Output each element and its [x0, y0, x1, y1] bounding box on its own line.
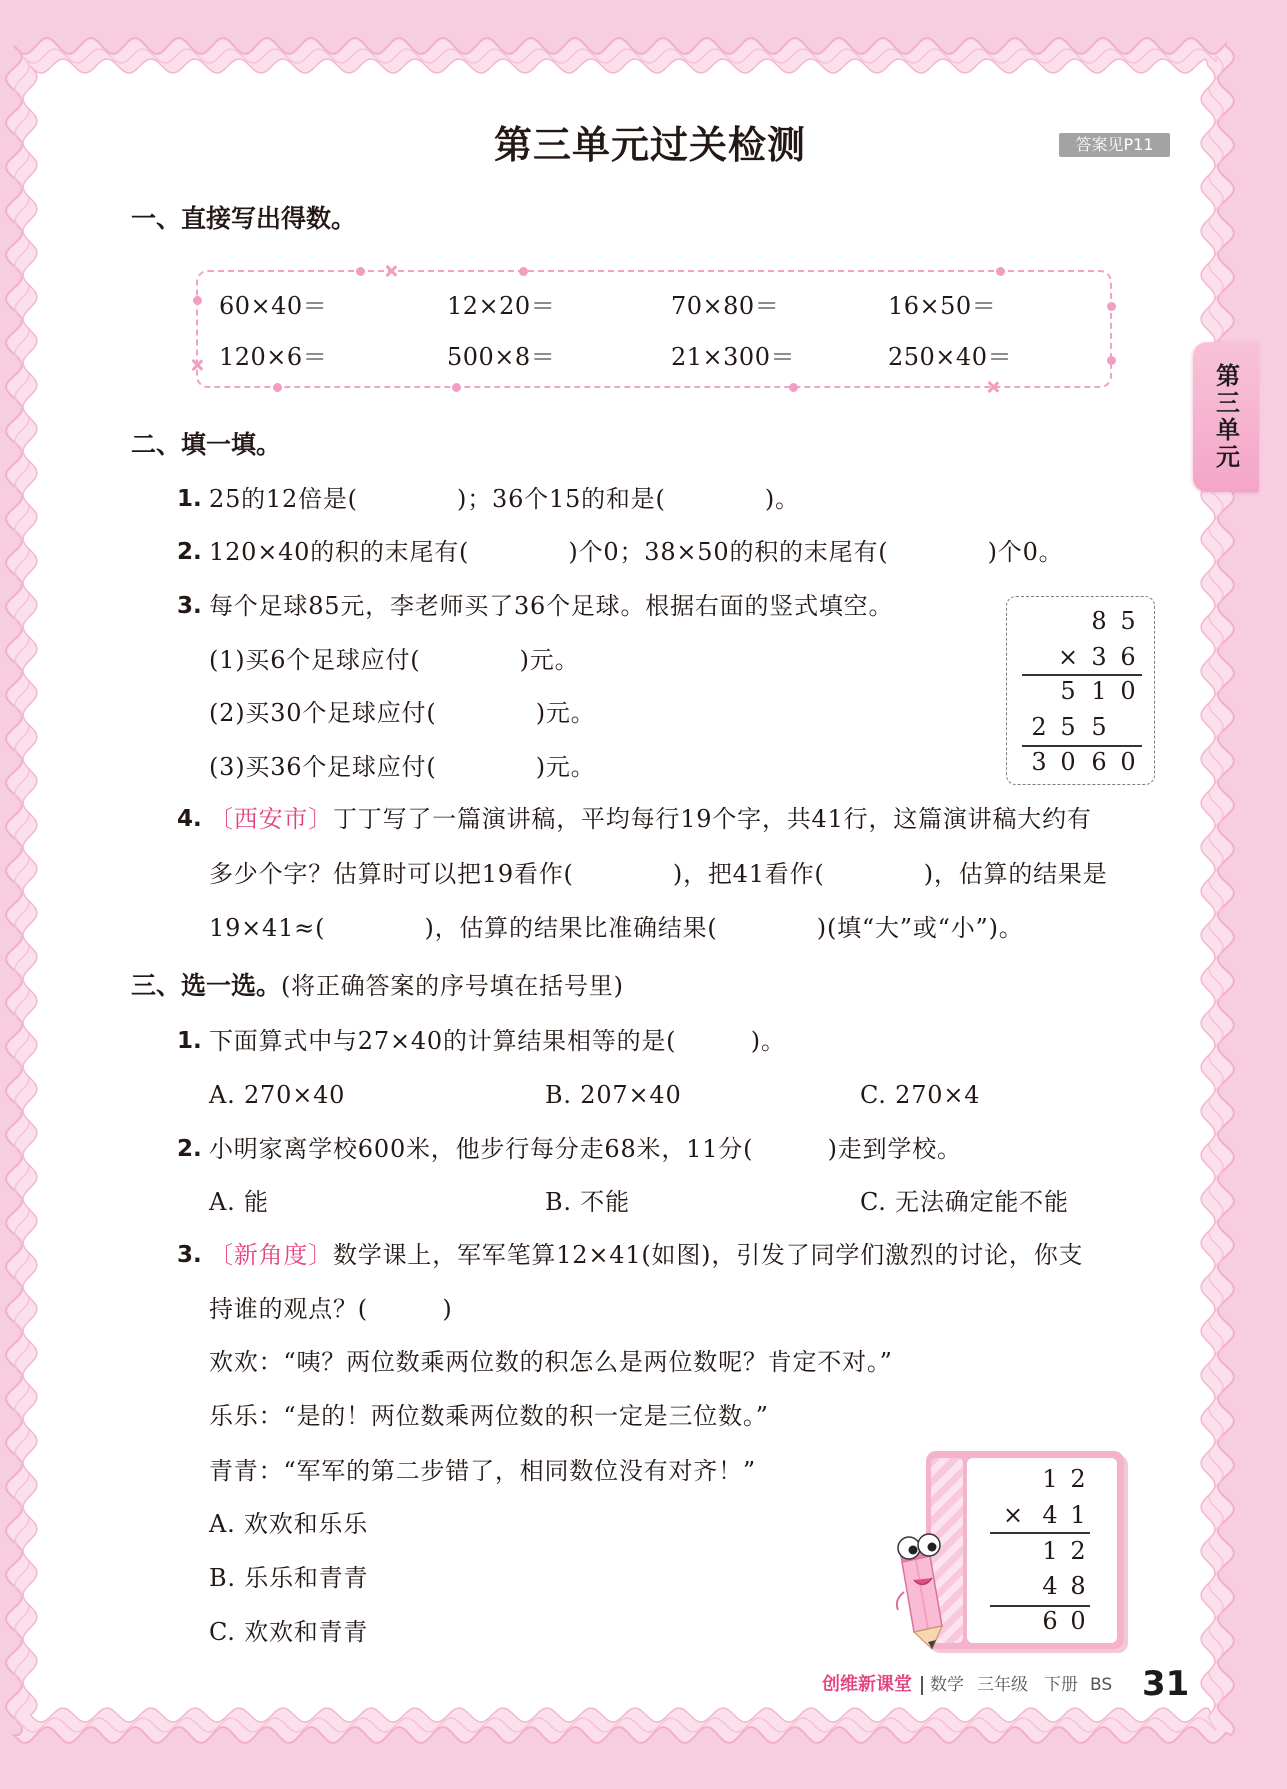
- calc-digit: 2: [1070, 1465, 1086, 1493]
- question-text-line: 19×41≈( )，估算的结果比准确结果( )(填“大”或“小”)。: [209, 914, 1024, 942]
- decor-dot: [996, 267, 1005, 276]
- calc-digit: 4: [1042, 1572, 1058, 1600]
- page-title: 第三单元过关检测: [493, 123, 806, 167]
- calc-digit: 1: [1070, 1501, 1086, 1529]
- question-text-line: 数学课上，军军笔算12×41(如图)，引发了同学们激烈的讨论，你支: [333, 1241, 1084, 1269]
- calc-digit: 1: [1042, 1465, 1058, 1493]
- calc-problem: 250×40＝: [888, 343, 1012, 371]
- sub-question: (1)买6个足球应付( )元。: [209, 646, 580, 674]
- calc-digit: 5: [1060, 713, 1076, 741]
- decor-cross: [191, 359, 203, 371]
- calc-rule: [990, 1532, 1090, 1534]
- decor-dot: [1107, 356, 1116, 365]
- calc-digit: 2: [1070, 1537, 1086, 1565]
- calc-problem: 120×6＝: [219, 343, 328, 371]
- choice-option-a: A. 欢欢和乐乐: [209, 1510, 368, 1538]
- sub-question: (3)买36个足球应付( )元。: [209, 753, 596, 781]
- calc-digit: 2: [1031, 713, 1047, 741]
- vertical-calculation-85x36: [1006, 596, 1155, 785]
- calc-digit: 5: [1120, 607, 1136, 635]
- question-number: 2.: [177, 539, 202, 565]
- region-tag: 〔西安市〕: [209, 805, 333, 833]
- calc-digit: 4: [1042, 1501, 1058, 1529]
- footer-volume: 下册: [1044, 1675, 1078, 1695]
- footer-brand: 创维新课堂: [822, 1674, 912, 1695]
- multiply-sign: ×: [1058, 643, 1079, 671]
- calc-digit: 1: [1091, 677, 1107, 705]
- question-number: 3.: [177, 593, 202, 619]
- calc-digit: 0: [1120, 677, 1136, 705]
- decor-dot: [273, 383, 282, 392]
- calc-digit: 0: [1070, 1607, 1086, 1635]
- question-text: 下面算式中与27×40的计算结果相等的是( )。: [209, 1027, 786, 1055]
- footer-edition: BS: [1090, 1675, 1113, 1695]
- question-text: 120×40的积的末尾有( )个0；38×50的积的末尾有( )个0。: [209, 538, 1064, 566]
- unit-side-tab-label: 第三单元: [1211, 363, 1240, 471]
- choice-option-a: A. 能: [209, 1188, 269, 1216]
- section-heading-3-note: (将正确答案的序号填在括号里): [281, 972, 624, 1000]
- page-number: 31: [1142, 1664, 1190, 1704]
- calc-digit: 6: [1120, 643, 1136, 671]
- choice-option-a: A. 270×40: [209, 1081, 346, 1109]
- calc-digit: 3: [1031, 748, 1047, 776]
- question-text-line: 持谁的观点？( ): [209, 1295, 453, 1323]
- choice-option-b: B. 不能: [545, 1188, 630, 1216]
- section-heading-2: 二、填一填。: [131, 430, 282, 459]
- calc-digit: 3: [1091, 643, 1107, 671]
- section-heading-3: [131, 971, 624, 1001]
- sub-question: (2)买30个足球应付( )元。: [209, 699, 596, 727]
- question-text: 每个足球85元，李老师买了36个足球。根据右面的竖式填空。: [209, 592, 894, 620]
- question-text-line: 丁丁写了一篇演讲稿，平均每行19个字，共41行，这篇演讲稿大约有: [333, 805, 1092, 833]
- calc-problem: 21×300＝: [671, 343, 795, 371]
- calc-digit: 1: [1042, 1537, 1058, 1565]
- pencil-mascot-icon: [886, 1522, 958, 1652]
- opinion-qingqing: 青青：“军军的第二步错了，相同数位没有对齐！”: [209, 1457, 756, 1485]
- section-heading-3-title: 三、选一选。: [131, 971, 282, 1000]
- multiply-sign: ×: [1003, 1501, 1024, 1529]
- decor-dot: [519, 267, 528, 276]
- question-number: 2.: [177, 1136, 202, 1162]
- calc-digit: 6: [1042, 1607, 1058, 1635]
- unit-side-tab: [1193, 342, 1259, 492]
- question-text: 小明家离学校600米，他步行每分走68米，11分( )走到学校。: [209, 1135, 962, 1163]
- footer-subject: 数学: [930, 1675, 964, 1695]
- calc-problem: 60×40＝: [219, 292, 328, 320]
- calc-problem: 16×50＝: [888, 292, 997, 320]
- calc-digit: 5: [1091, 713, 1107, 741]
- calc-digit: 5: [1060, 677, 1076, 705]
- decor-cross: [385, 265, 397, 277]
- footer-grade: 三年级: [977, 1675, 1028, 1695]
- decor-dot: [452, 383, 461, 392]
- decor-dot: [1107, 302, 1116, 311]
- calc-problem: 70×80＝: [671, 292, 780, 320]
- question-number: 1.: [177, 1028, 202, 1054]
- answer-reference-badge: 答案见P11: [1059, 133, 1170, 157]
- question-text: 25的12倍是( )；36个15的和是( )。: [209, 485, 800, 513]
- new-angle-tag: 〔新角度〕: [209, 1241, 333, 1269]
- section-heading-1: 一、直接写出得数。: [131, 204, 357, 233]
- question-number: 1.: [177, 486, 202, 512]
- footer-separator: [921, 1676, 923, 1695]
- choice-option-c: C. 欢欢和青青: [209, 1618, 369, 1646]
- calc-digit: 8: [1091, 607, 1107, 635]
- calc-digit: 6: [1091, 748, 1107, 776]
- calc-digit: 8: [1070, 1572, 1086, 1600]
- question-text: [209, 1240, 1083, 1270]
- decor-dot: [193, 296, 202, 305]
- opinion-huanhuan: 欢欢：“咦？两位数乘两位数的积怎么是两位数呢？肯定不对。”: [209, 1348, 893, 1376]
- question-number: 3.: [177, 1242, 202, 1268]
- choice-option-c: C. 无法确定能不能: [860, 1188, 1069, 1216]
- decor-dot: [789, 383, 798, 392]
- calc-digit: 0: [1120, 748, 1136, 776]
- calc-problem: 500×8＝: [447, 343, 556, 371]
- calc-problem: 12×20＝: [447, 292, 556, 320]
- opinion-lele: 乐乐：“是的！两位数乘两位数的积一定是三位数。”: [209, 1402, 769, 1430]
- choice-option-b: B. 乐乐和青青: [209, 1564, 369, 1592]
- choice-option-b: B. 207×40: [545, 1081, 682, 1109]
- question-number: 4.: [177, 806, 202, 832]
- choice-option-c: C. 270×4: [860, 1081, 981, 1109]
- decor-dot: [356, 267, 365, 276]
- question-text-line: 多少个字？估算时可以把19看作( )，把41看作( )，估算的结果是: [209, 860, 1108, 888]
- decor-cross: [987, 381, 999, 393]
- calc-digit: 0: [1060, 748, 1076, 776]
- question-text: [209, 804, 1092, 834]
